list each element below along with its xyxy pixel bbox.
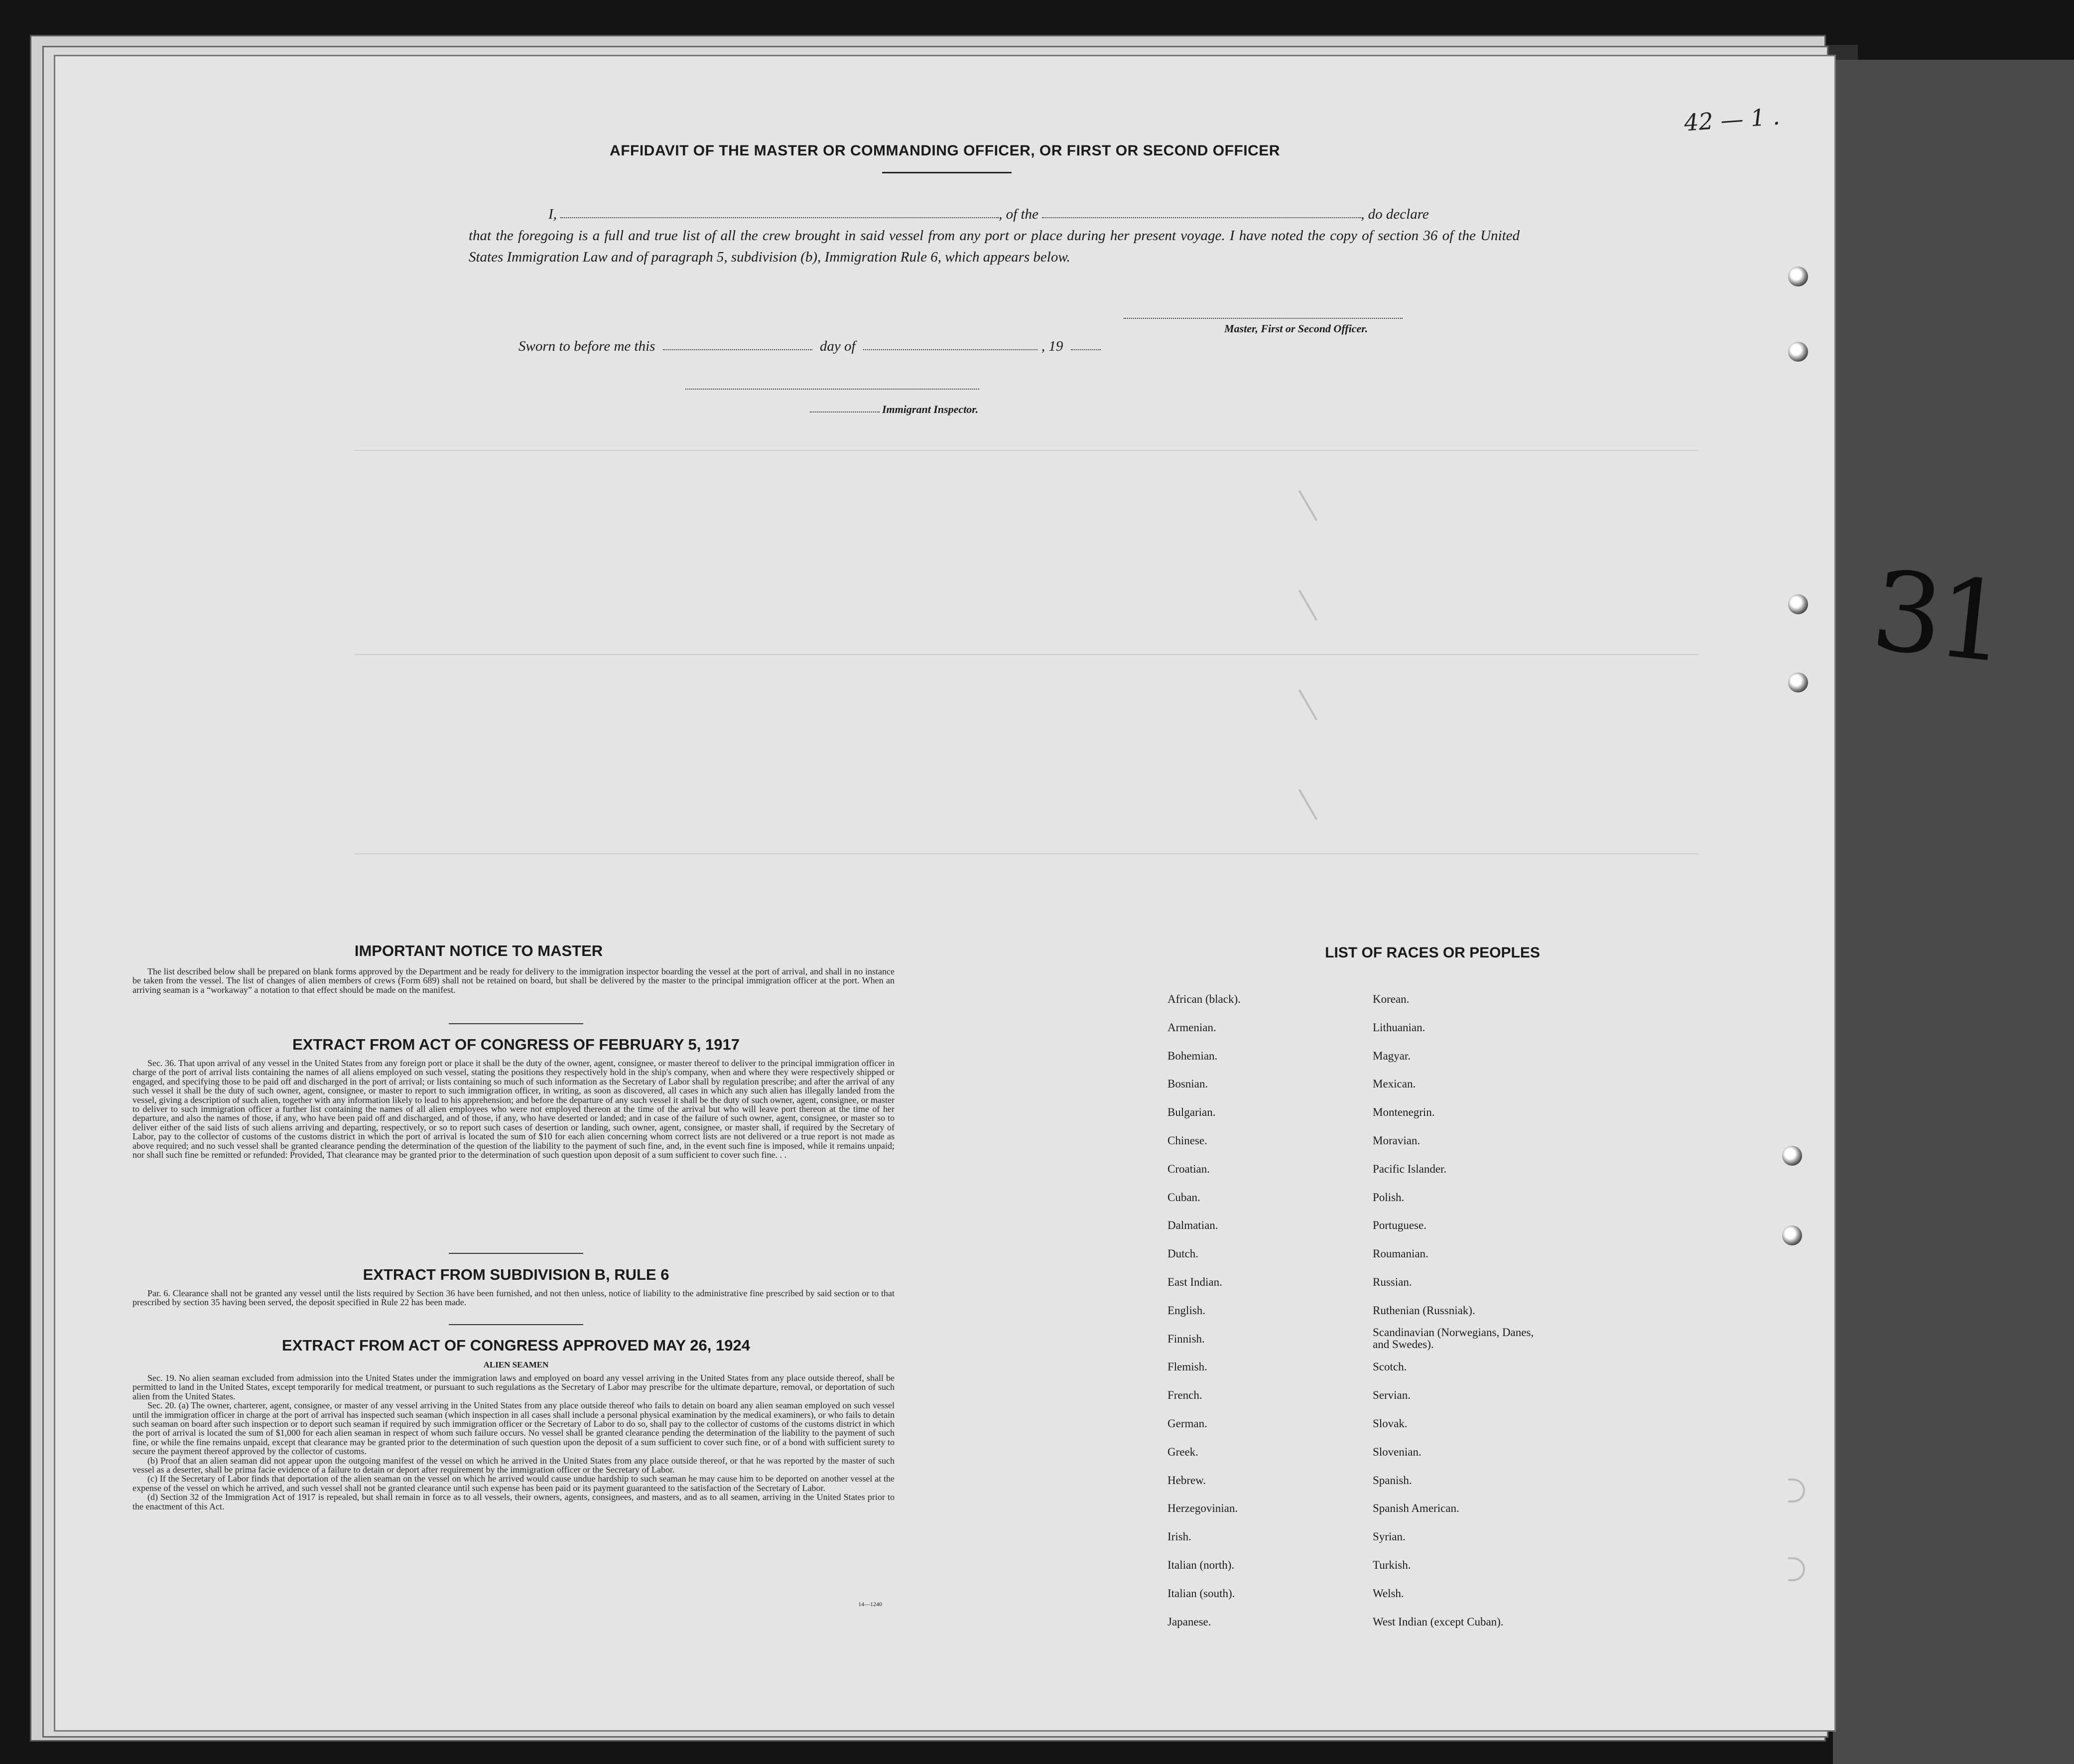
affidavit-declaration	[469, 204, 1520, 268]
extract-1917-text	[132, 1059, 895, 1159]
race-item: English.	[1167, 1304, 1206, 1317]
sec-19-paragraph: Sec. 19. No alien seaman excluded from admission into the United States under the immigration laws and employed on board any vessel arriving in the United States from any place outside thereof, shall be permitted to land in the United States, except temporarily for medical treatment, or pursuant to such regulations as the Secretary of Labor may prescribe for the ultimate departure, removal, or deportation of such alien from the United States.	[132, 1373, 895, 1401]
punch-hole	[1782, 1146, 1802, 1166]
race-item: Servian.	[1373, 1389, 1411, 1402]
section-divider	[449, 1324, 583, 1325]
race-item: Herzegovinian.	[1167, 1502, 1238, 1515]
handwritten-corner-note: 42 — 1 .	[1683, 103, 1781, 136]
bleed-through	[1298, 590, 1317, 621]
race-item: Bosnian.	[1167, 1078, 1208, 1090]
race-item: Irish.	[1167, 1530, 1191, 1543]
race-item: Ruthenian (Russniak).	[1373, 1304, 1475, 1317]
sworn-prefix: Sworn to before me this	[518, 338, 655, 354]
race-item: Slovenian.	[1373, 1445, 1422, 1458]
bleed-through	[1298, 689, 1317, 721]
race-item: Turkish.	[1373, 1559, 1411, 1571]
sec-20a-paragraph: Sec. 20. (a) The owner, charterer, agent, consignee, or master of any vessel arriving in the United States from any place outside thereof who fails to detain on board any alien seaman employed on such vessel until the immigration officer in charge at the port of arrival has inspected such seaman (which inspection in all cases shall include a personal physical examination by the medical examiners), or who fails to detain such seaman on board after such inspection or to deport such seaman if required by such immigration officer or the Secretary of Labor to do so, shall pay to the collector of customs of the customs district in which the port of arrival is located the sum of $1,000 for each alien seaman in respect of whom such failure occurs. No vessel shall be granted clearance pending the determination of the liability to the payment of such fine, or while the fine remains unpaid, except that clearance may be granted prior to the determination of such question upon the deposit of a sum sufficient to cover such fine, or of a bond with sufficient surety to secure the payment thereof approved by the collector of customs.	[132, 1400, 895, 1457]
race-item: Croatian.	[1167, 1162, 1210, 1175]
form-number: 14—1240	[858, 1601, 882, 1608]
race-item: Slovak.	[1373, 1417, 1408, 1430]
race-item: Portuguese.	[1373, 1219, 1426, 1232]
day-of-label: day of	[819, 338, 856, 354]
extract-rule6-text	[132, 1289, 895, 1307]
extract-1924-text	[132, 1373, 895, 1511]
sec-20b-paragraph: (b) Proof that an alien seaman did not appear upon the outgoing manifest of the vessel on which he arrived in the United States from any place outside thereof, or that he was reported by the master of such vessel as a deserter, shall be prima facie evidence of a failure to detain or deport after requirement by the immigration officer or the Secretary of Labor.	[132, 1455, 895, 1475]
races-title: LIST OF RACES OR PEOPLES	[1325, 945, 1540, 961]
document-page	[54, 55, 1836, 1732]
race-item: Italian (north).	[1167, 1559, 1235, 1571]
race-item: Roumanian.	[1373, 1247, 1428, 1260]
punch-hole	[1782, 1225, 1802, 1245]
day-field[interactable]	[663, 344, 812, 350]
affidavit-title: AFFIDAVIT OF THE MASTER OR COMMANDING OFFICER, OR FIRST OR SECOND OFFICER	[610, 142, 1280, 159]
alien-seamen-subtitle: ALIEN SEAMEN	[483, 1360, 549, 1369]
race-item: Spanish American.	[1373, 1502, 1459, 1515]
bleed-through	[354, 654, 1699, 655]
punch-hole	[1788, 673, 1808, 692]
sec-20d-paragraph: (d) Section 32 of the Immigration Act of 1917 is repealed, but shall remain in force as to all vessels, their owners, agents, consignees, and masters, and as to all seamen, arriving in the United States prior to the enactment of this Act.	[132, 1492, 895, 1511]
title-rule	[882, 172, 1012, 173]
race-item: Flemish.	[1167, 1360, 1207, 1373]
race-item: Finnish.	[1167, 1332, 1205, 1345]
officer-signature-line[interactable]	[1124, 318, 1403, 319]
bleed-through	[354, 853, 1699, 854]
punch-hole	[1788, 342, 1808, 362]
race-item: Magyar.	[1373, 1049, 1411, 1062]
race-item: Hebrew.	[1167, 1474, 1206, 1487]
race-item: Greek.	[1167, 1445, 1198, 1458]
race-item: Polish.	[1373, 1191, 1405, 1204]
sec-20c-paragraph: (c) If the Secretary of Labor finds that deportation of the alien seaman on the vessel on which he arrived would cause undue hardship to such seaman he may cause him to be deported on another vessel at the expense of the vessel on which he arrived, and such vessel shall not be granted clearance until such expense has been paid or its payment guaranteed to the satisfaction of the Secretary of Labor.	[132, 1474, 895, 1493]
inspector-dots	[810, 411, 880, 412]
name-field[interactable]	[560, 212, 999, 218]
race-item: Korean.	[1373, 993, 1410, 1005]
race-item: German.	[1167, 1417, 1207, 1430]
year-label: , 19	[1041, 338, 1063, 354]
race-item: Montenegrin.	[1373, 1106, 1435, 1119]
month-field[interactable]	[863, 344, 1037, 350]
race-item: Scotch.	[1373, 1360, 1407, 1373]
background-board	[1833, 60, 2074, 1764]
race-item: Scandinavian (Norwegians, Danes, and Swedes).	[1373, 1326, 1534, 1351]
race-item: African (black).	[1167, 993, 1241, 1005]
inspector-signature-line[interactable]	[685, 389, 979, 390]
race-item: Syrian.	[1373, 1530, 1406, 1543]
par-6-paragraph: Par. 6. Clearance shall not be granted any vessel until the lists required by Section 36 have been furnished, and not then unless, notice of liability to the administrative fine prescribed by said section or to that prescribed by section 35 having been served, the deposit specified in Rule 22 has been made.	[132, 1288, 895, 1308]
declaration-body: that the foregoing is a full and true list of all the crew brought in said vessel from any port or place during her present voyage. I have noted the copy of section 36 of the United States Immigration Law and of paragraph 5, subdivision (b), Immigration Rule 6, which appears below.	[469, 228, 1520, 265]
inspector-label: Immigrant Inspector.	[882, 403, 979, 415]
race-item: Moravian.	[1373, 1134, 1421, 1147]
race-item: Pacific Islander.	[1373, 1162, 1447, 1175]
race-item: Lithuanian.	[1373, 1021, 1426, 1034]
sworn-line	[518, 338, 1105, 355]
race-item: Japanese.	[1167, 1615, 1211, 1628]
bleed-through	[1298, 789, 1317, 820]
handwritten-page-number: 31	[1866, 546, 2009, 687]
race-item: East Indian.	[1167, 1276, 1222, 1288]
extract-1917-title: EXTRACT FROM ACT OF CONGRESS OF FEBRUARY 5, 1917	[292, 1036, 740, 1053]
bleed-through	[1298, 490, 1317, 522]
race-item: Bulgarian.	[1167, 1106, 1216, 1119]
notice-paragraph: The list described below shall be prepared on blank forms approved by the Department and be ready for delivery to the immigration inspector boarding the vessel at the port of arrival, and shall in no instance be taken from the vessel. The list of changes of alien members of crews (Form 689) shall not be retained on board, but shall be delivered by the master to the principal immigration officer at the port. When an arriving seaman is a “workaway” a notation to that effect should be made on the manifest.	[132, 966, 895, 995]
race-item: Italian (south).	[1167, 1587, 1235, 1600]
race-item: Chinese.	[1167, 1134, 1207, 1147]
punch-hole	[1788, 594, 1808, 614]
race-item: Spanish.	[1373, 1474, 1412, 1487]
race-item: Dutch.	[1167, 1247, 1198, 1260]
i-label: I,	[548, 206, 557, 222]
race-item: Cuban.	[1167, 1191, 1200, 1204]
of-the-label: , of the	[999, 206, 1038, 222]
race-item: Russian.	[1373, 1276, 1412, 1288]
bleed-through	[354, 450, 1699, 451]
extract-rule6-title: EXTRACT FROM SUBDIVISION B, RULE 6	[363, 1266, 669, 1283]
extract-1924-title: EXTRACT FROM ACT OF CONGRESS APPROVED MAY 26, 1924	[282, 1337, 750, 1354]
section-divider	[449, 1253, 583, 1254]
declaration-first-line	[469, 204, 1520, 225]
notice-title: IMPORTANT NOTICE TO MASTER	[354, 942, 603, 959]
race-item: French.	[1167, 1389, 1202, 1402]
notice-text	[132, 967, 895, 994]
race-item: Mexican.	[1373, 1078, 1416, 1090]
sec-36-paragraph: Sec. 36. That upon arrival of any vessel in the United States from any foreign port or place it shall be the duty of the owner, agent, consignee, or master thereof to deliver to the principal immigration officer in charge of the port of arrival lists containing the names of all aliens employed on such vessel, stating the positions they respectively hold in the ship's company, when and where they were respectively shipped or engaged, and specifying those to be paid off and discharged in the port of arrival; or lists containing so much of such information as the Secretary of Labor shall by regulation prescribe; and after the arrival of any such vessel it shall be the duty of such owner, agent, consignee, or master to report to such immigration officer, in writing, as soon as discovered, all cases in which any such alien has illegally landed from the vessel, giving a description of such alien, together with any information likely to lead to his apprehension; and before the departure of any such vessel it shall be the duty of such owner, agent, consignee, or master to deliver to such immigration officer a further list containing the names of all alien employees who were not employed thereon at the time of the arrival but who will leave port thereon at the time of her departure, and also the names of those, if any, who have been paid off and discharged, and of those, if any, who have deserted or landed; and in case of the failure of such owner, agent, consignee, or master so to deliver either of the said lists of such aliens arriving and departing, respectively, or so to report such cases of desertion or landing, such owner, agent, consignee, or master shall, if required by the Secretary of Labor, pay to the collector of customs of the customs district in which the port of arrival is located the sum of $10 for each alien concerning whom correct lists are not delivered or a true report is not made as above required; and no such vessel shall be granted clearance pending the determination of the question of the liability to the payment of such fine, and, in the event such fine is imposed, while it remains unpaid; nor shall such fine be remitted or refunded: Provided, That clearance may be granted prior to the determination of such question upon deposit of a sum sufficient to cover such fine. . .	[132, 1058, 895, 1160]
section-divider	[449, 1023, 583, 1024]
do-declare-label: , do declare	[1361, 206, 1429, 222]
officer-label: Master, First or Second Officer.	[1224, 322, 1368, 335]
punch-hole	[1788, 267, 1808, 286]
race-item: Armenian.	[1167, 1021, 1216, 1034]
race-item: Dalmatian.	[1167, 1219, 1218, 1232]
race-item: Welsh.	[1373, 1587, 1404, 1600]
race-item: Bohemian.	[1167, 1049, 1218, 1062]
year-field[interactable]	[1071, 344, 1101, 350]
vessel-field[interactable]	[1042, 212, 1361, 218]
race-item: West Indian (except Cuban).	[1373, 1615, 1504, 1628]
